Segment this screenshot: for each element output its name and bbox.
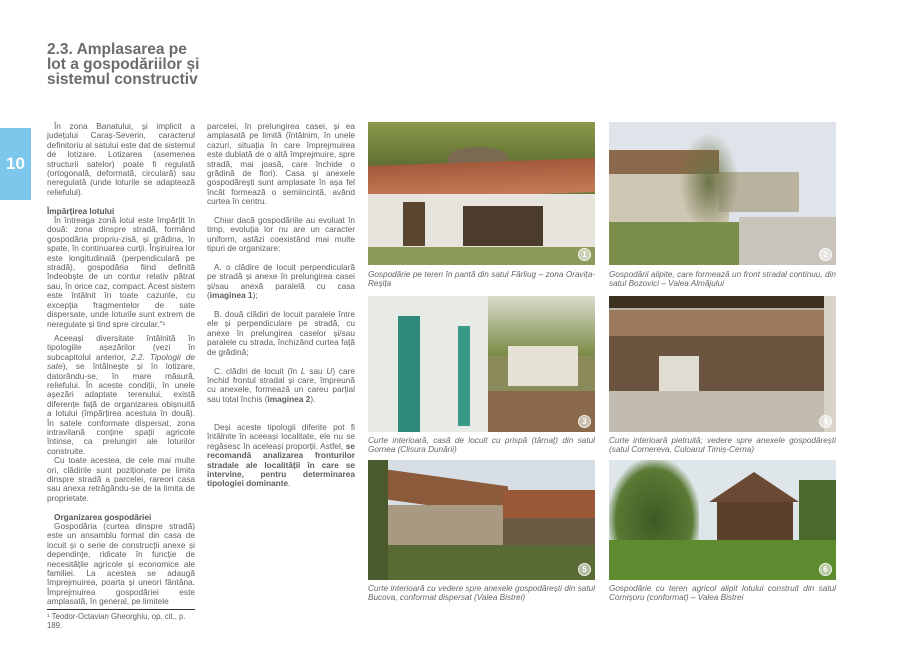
photo-6 [609,460,836,580]
photo-2 [609,122,836,265]
subheading: Împărțirea lotului [47,205,115,216]
paragraph: Chiar dacă gospodăriile au evoluat în timp, evoluția lor nu are un caracter uniform, astăzi coexistând mai multe tipuri de organizare: [207,215,355,254]
paragraph: Cu toate acestea, de cele mai multe ori, clădirile sunt poziționate pe limita dinspre stradă a parcelei, rareori casa sau anexa retrăgându-se de la limita de proprietate. [47,455,195,503]
text: sau [305,365,327,376]
photo-caption: Curte interioară, casă de locuit cu prispă (târnaț) din satul Gornea (Clisura Dunării) [368,436,595,454]
text: Deși aceste tipologii diferite pot fi întâlnite în aceeași localitate, ele nu se regăsesc în aceleași proporții. Astfel, [207,421,355,451]
text: ). [310,393,316,404]
text: ); [252,290,258,301]
image-ref: imaginea 1 [209,290,253,301]
list-item-c [207,367,355,405]
text: A. o clădire de locuit perpendiculară pe stradă și anexe în prelungirea casei și/sau anexă paralelă cu casa ( [207,262,355,301]
reference-italic: 2.2. Tipologii de sate [47,351,195,372]
image-ref: imaginea 2 [267,393,311,404]
photo-4 [609,296,836,432]
photo-3 [368,296,595,432]
text: . [288,478,291,489]
photo-caption: Gospodării alipite, care formează un front stradal continuu, din satul Bozovici – Valea Almăjului [609,270,836,288]
text-column-1 [47,122,195,630]
text: C. clădiri de locuit (în [214,365,301,376]
photo-1 [368,122,595,265]
page-number-badge: 10 [0,128,31,200]
photo-caption: Curte interioară pietruită; vedere spre anexele gospodărești (satul Cornereva, Culoarul Timiș-Cerna) [609,436,836,454]
text: U [326,365,333,376]
text: L [300,365,306,376]
photo-number-badge: 2 [819,248,832,261]
subheading: Organizarea gospodăriei [54,511,152,522]
recommendation-bold: se recomandă analizarea fronturilor stradale ale localității în care se intervine, pentru determinarea tipologiei dominante [207,440,355,489]
list-item-a [207,263,355,301]
photo-caption: Gospodărie pe teren în pantă din satul Fârliug – zona Oravița-Reșița [368,270,595,288]
paragraph: Gospodăria (curtea dinspre stradă) este un ansamblu format din casa de locuit și o serie de construcții anexe și dependințe, ridicate în funcție de necesitățile agricole și economice ale familiei. La acestea se adaugă împrejmuirea, poarta și uneori fântâna. Împrejmuirea gospodăriei este amplasată, în general, pe limitele [47,521,195,607]
text-column-2 [207,122,355,489]
section-title: 2.3. Amplasarea pe lot a gospodăriilor și sistemul constructiv [47,41,200,88]
photo-number-badge: 3 [578,415,591,428]
photo-number-badge: 4 [819,415,832,428]
photo-caption: Gospodărie cu teren agricol alipit lotului construit din satul Cornișoru (conformat) – Valea Bistrei [609,584,836,602]
photo-number-badge: 1 [578,248,591,261]
paragraph: parcelei, în prelungirea casei, și ea amplasată pe limită (întâlnim, în unele cazuri, situația în care împrejmuirea este dublată de o altă împrejmuire, spre stradă, mai joasă, care închide o grădină de flori). Casa și anexele gospodărești sunt amplasate în așa fel încât formează o semiincintă, având curtea în centru. [207,121,355,207]
footnote: ¹ Teodor-Octavian Gheorghiu, op. cit., p. 189. [47,609,195,630]
paragraph [207,423,355,489]
photo-number-badge: 6 [819,563,832,576]
text: ), se întâlnește și în lotizare, datorându-se, în mare măsură, reliefului. În aceste condiții, în unele așezări adaptate terenului, există diferențe față de organizarea obișnuită a lotului (împărțirea acestuia în două). În satele conformate dispersat, zona intravilană conține spații agricole întinse, ca prelungiri ale loturilor construite. [47,361,195,456]
text: Aceeași diversitate întâlnită în tipologiile așezărilor (vezi în subcapitolul anterior, [47,332,195,362]
paragraph [47,334,195,456]
list-item-b: B. două clădiri de locuit paralele între ele și perpendiculare pe stradă, cu anexe în prelungirea caselor și/sau paralele cu strada, închizând curtea față de grădină; [207,309,355,357]
paragraph: În zona Banatului, și implicit a județului Caraș-Severin, caracterul definitoriu al satului este dat de sistemul de lotizare. Lotizarea (asemenea structurii satelor) poate fi regulată (ortogonală, deformată, circulară) sau neregulată (unde loturile se adaptează reliefului). [47,121,195,197]
photo-5 [368,460,595,580]
text: ) care închid frontul stradal și care, împreună cu anexele, formează un careu parțial sau total închis ( [207,365,355,404]
paragraph: În întreaga zonă lotul este împărțit în două: zona dinspre stradă, formând gospodăria propriu-zisă, și grădina, în spate, în continuarea curții. Înșiruirea lor este longitudinală (perpendiculară pe stradă), gospodăria fiind definită îndeobște de un contur relativ pătrat sau, în orice caz, compact. Acest sistem este întâlnit în toate cazurile, cu excepția fragmentelor de sate dispersate, unde loturile sunt extrem de neregulate și tind spre circular."¹ [47,215,195,329]
photo-number-badge: 5 [578,563,591,576]
photo-caption: Curte interioară cu vedere spre anexele gospodărești din satul Bucova, conformat dispersat (Valea Bistrei) [368,584,595,602]
